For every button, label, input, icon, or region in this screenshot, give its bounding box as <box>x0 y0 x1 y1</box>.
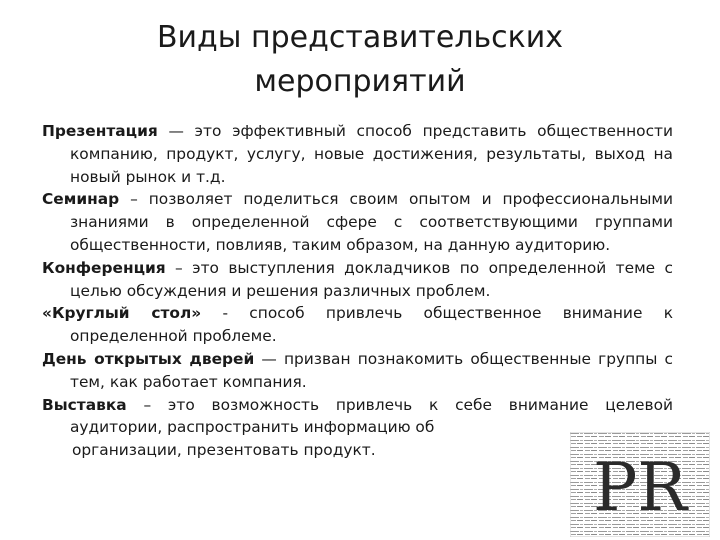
pr-logo-text: PR <box>592 449 688 526</box>
term-exhibition: Выставка <box>42 395 127 414</box>
definition-presentation: — это эффективный способ представить общественности компанию, продукт, услугу, новые достижения, результаты, выход на новый рынок и т.д. <box>70 122 673 186</box>
term-open-day: День открытых дверей <box>42 349 255 368</box>
definition-seminar: – позволяет поделиться своим опытом и профессиональными знаниями в определенной сфере с соответствующими группами общественности, повлияв, таким образом, на данную аудиторию. <box>70 190 673 254</box>
definition-round-table: - способ привлечь общественное внимание к определенной проблеме. <box>70 304 673 346</box>
definition-exhibition-last-line: организации, презентовать продукт. <box>72 441 376 460</box>
term-round-table: «Круглый стол» <box>42 304 202 323</box>
list-item-conference <box>42 257 673 303</box>
definition-open-day: — призван познакомить общественные группы с тем, как работает компания. <box>70 349 673 391</box>
pr-logo-graphic <box>570 432 710 537</box>
list-item-presentation <box>42 120 673 188</box>
term-seminar: Семинар <box>42 190 120 209</box>
definition-exhibition: – это возможность привлечь к себе внимание целевой аудитории, распространить информацию об <box>70 395 673 437</box>
list-item-seminar <box>42 188 673 256</box>
slide-title-line-1: Виды представительских <box>156 20 564 55</box>
slide-body <box>42 120 673 462</box>
term-presentation: Презентация <box>42 122 158 140</box>
list-item-open-day <box>42 348 673 394</box>
list-item-round-table <box>42 302 673 348</box>
pr-logo-icon <box>570 432 710 537</box>
term-conference: Конференция <box>42 258 166 277</box>
slide-title-line-2: мероприятий <box>254 64 466 99</box>
definition-conference: – это выступления докладчиков по определенной теме с целью обсуждения и решения различных проблем. <box>70 258 673 300</box>
slide-title <box>60 16 660 104</box>
